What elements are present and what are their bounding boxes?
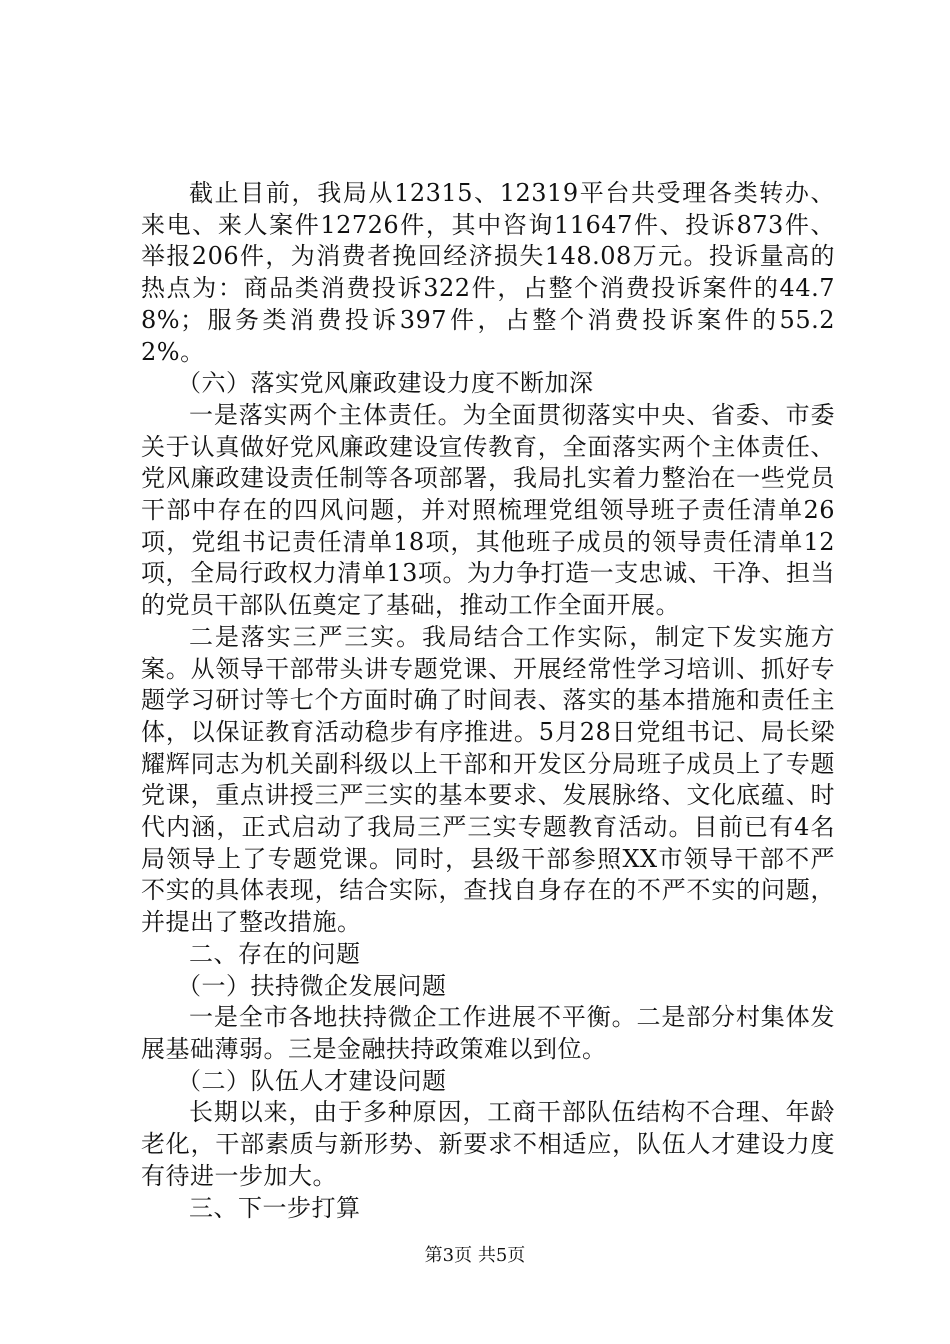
- subsection-heading-micro-enterprise: （一）扶持微企发展问题: [177, 971, 447, 1000]
- paragraph-three-stricts: 二是落实三严三实。我局结合工作实际，制定下发实施方案。从领导干部带头讲专题党课、开展经常性学习培训、抓好专题学习研讨等七个方面时确了时间表、落实的基本措施和责任主体，以保证教育活动稳步有序推进。5月28日党组书记、局长梁耀辉同志为机关副科级以上干部和开发区分局班子成员上了专题党课，重点讲授三严三实的基本要求、发展脉络、文化底蕴、时代内涵，正式启动了我局三严三实专题教育活动。目前已有4名局领导上了专题党课。同时，县级干部参照XX市领导干部不严不实的具体表现，结合实际，查找自身存在的不严不实的问题，并提出了整改措施。: [141, 622, 835, 937]
- paragraph-two-responsibilities: 一是落实两个主体责任。为全面贯彻落实中央、省委、市委关于认真做好党风廉政建设宣传教育，全面落实两个主体责任、党风廉政建设责任制等各项部署，我局扎实着力整治在一些党员干部中存在的四风问题，并对照梳理党组领导班子责任清单26项，党组书记责任清单18项，其他班子成员的领导责任清单12项，全局行政权力清单13项。为力争打造一支忠诚、干净、担当的党员干部队伍奠定了基础，推动工作全面开展。: [141, 400, 835, 620]
- section-heading-6: （六）落实党风廉政建设力度不断加深: [177, 369, 594, 398]
- paragraph-consumer-complaints: 截止目前，我局从12315、12319平台共受理各类转办、来电、来人案件12726件，其中咨询11647件、投诉873件、举报206件，为消费者挽回经济损失148.08万元。投诉量高的热点为：商品类消费投诉322件，占整个消费投诉案件的44.78%；服务类消费投诉397件，占整个消费投诉案件的55.22%。: [141, 179, 835, 366]
- page-number-footer: 第3页 共5页: [424, 1245, 526, 1266]
- subsection-heading-talent: （二）队伍人才建设问题: [177, 1066, 447, 1095]
- section-heading-problems: 二、存在的问题: [189, 939, 361, 968]
- document-body: [141, 178, 835, 1224]
- section-heading-next-steps: 三、下一步打算: [189, 1193, 361, 1222]
- paragraph-talent: 长期以来，由于多种原因，工商干部队伍结构不合理、年龄老化，干部素质与新形势、新要求不相适应，队伍人才建设力度有待进一步加大。: [141, 1098, 835, 1190]
- paragraph-micro-enterprise: 一是全市各地扶持微企工作进展不平衡。二是部分村集体发展基础薄弱。三是金融扶持政策难以到位。: [141, 1003, 835, 1063]
